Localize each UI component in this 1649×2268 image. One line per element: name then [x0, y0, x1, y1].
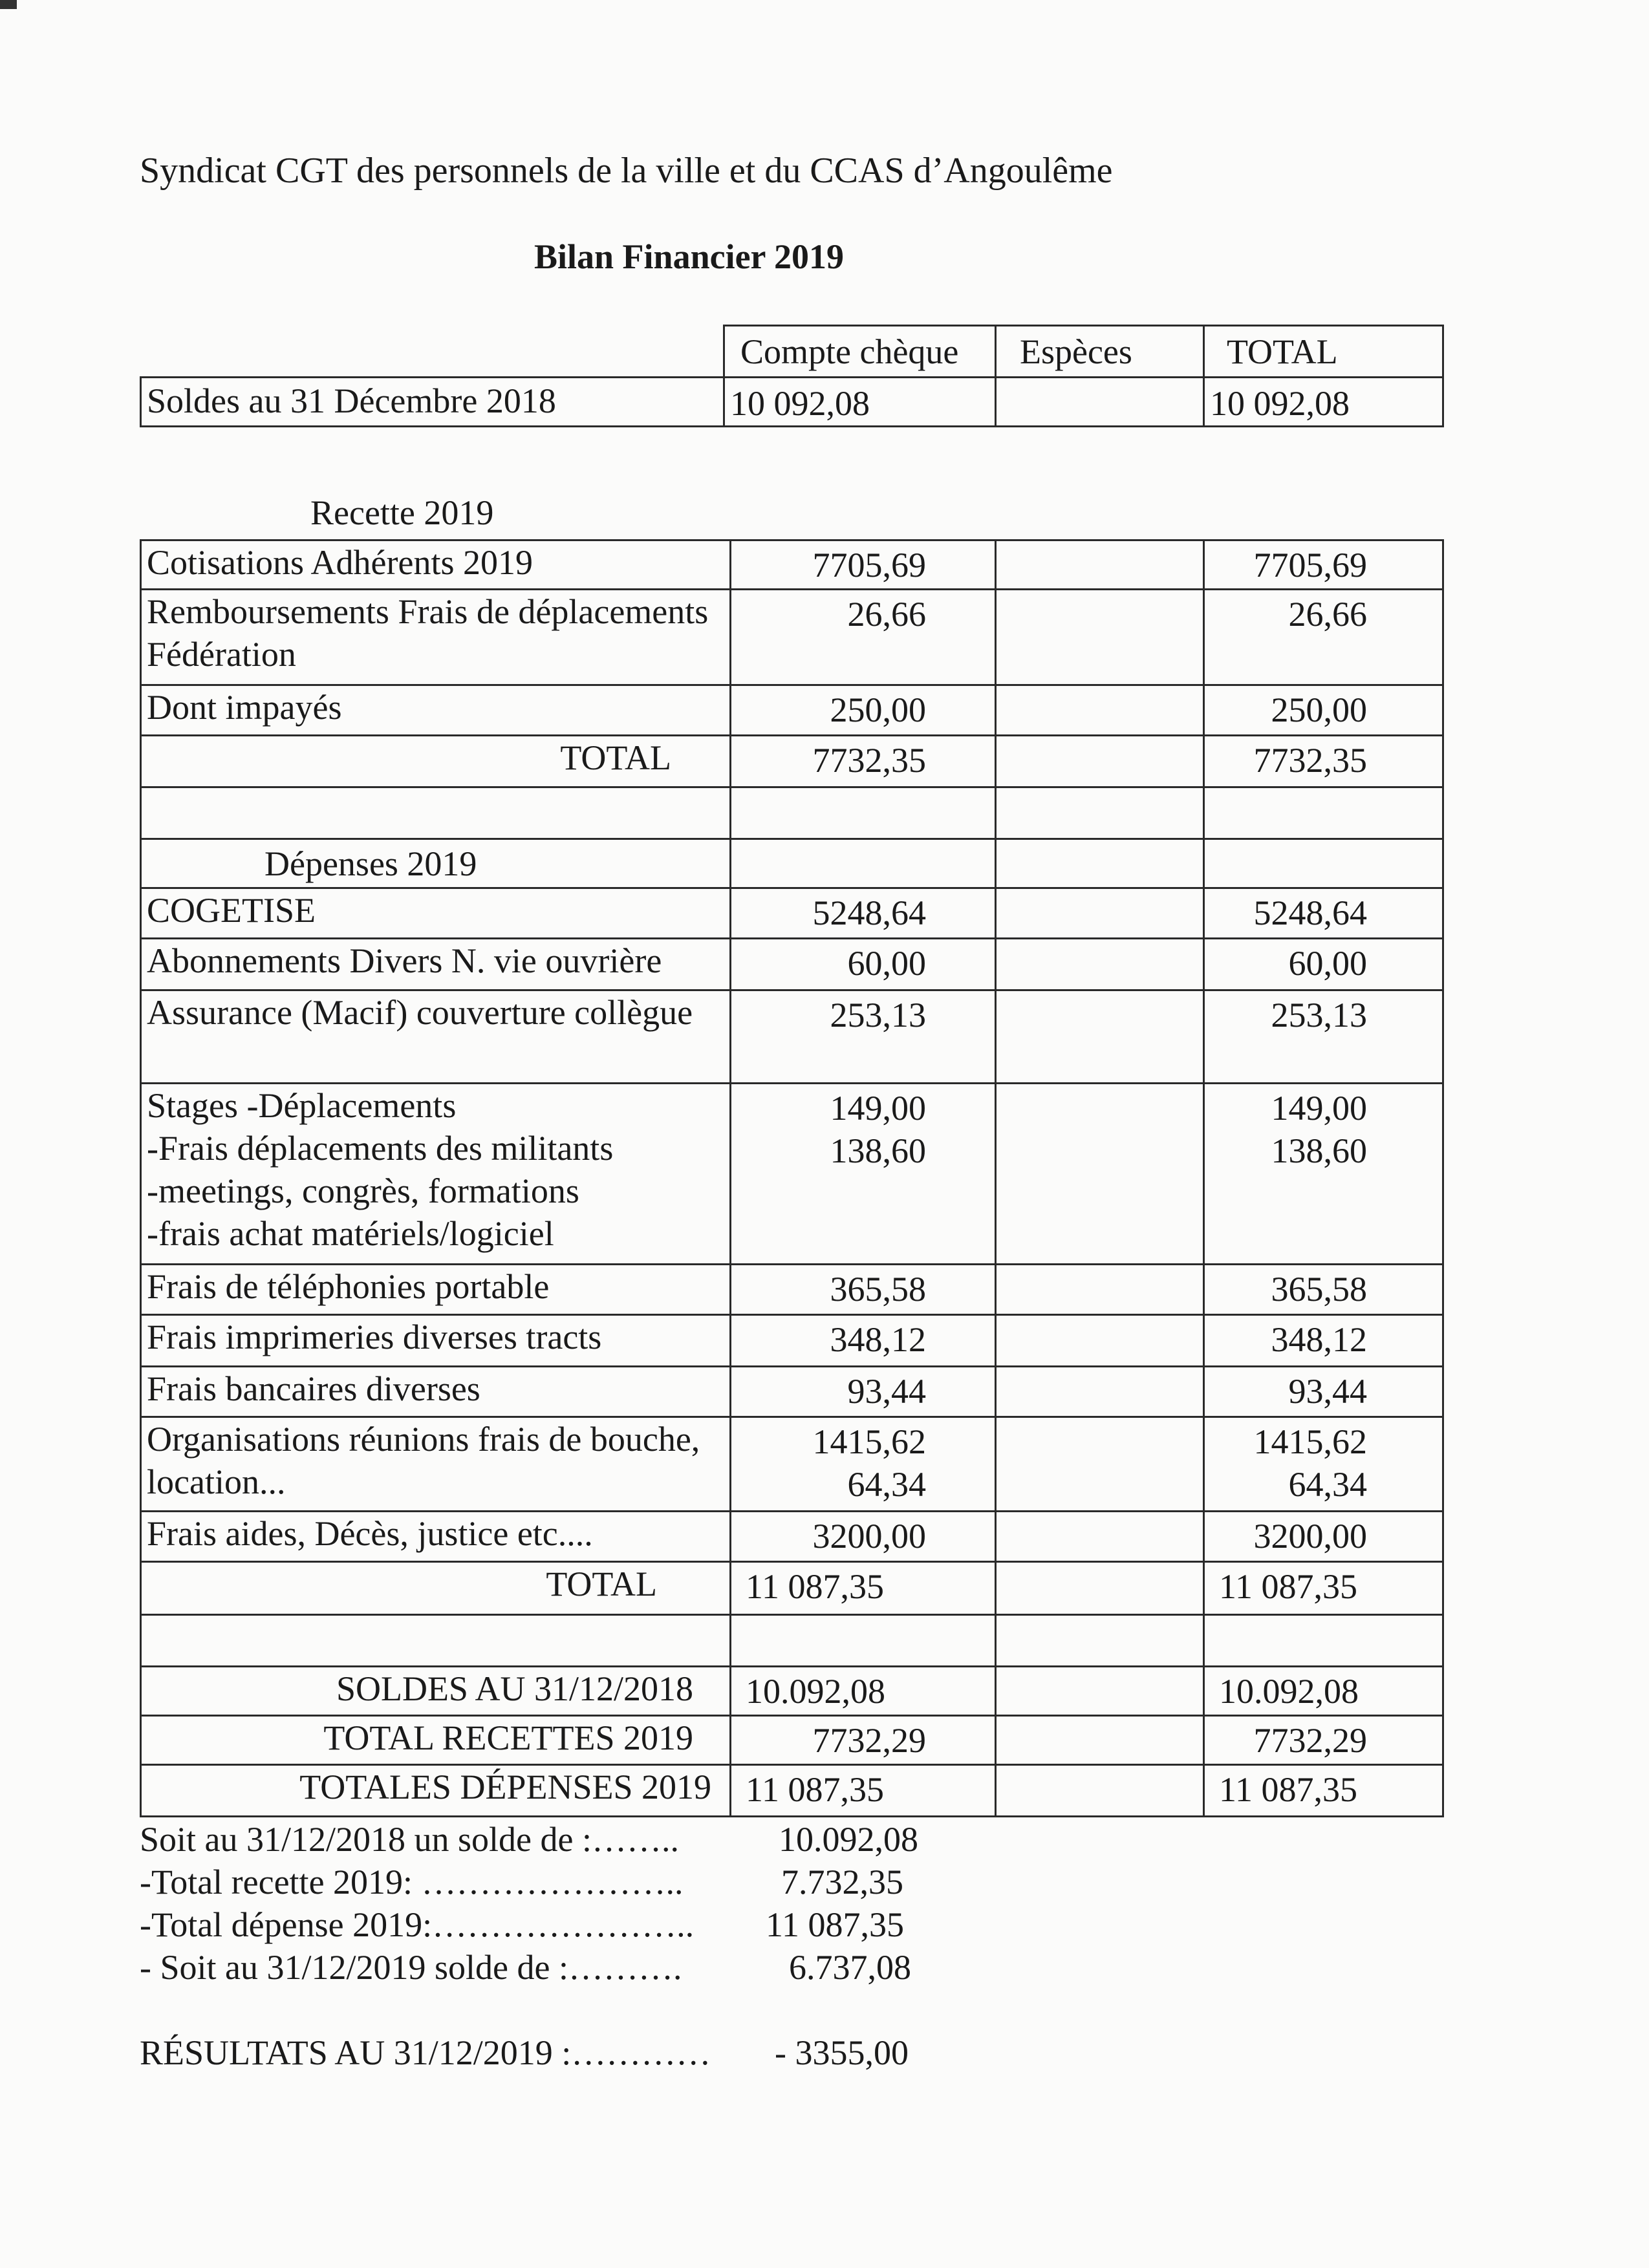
table-row: [141, 939, 1443, 990]
table-row: [141, 990, 1443, 1084]
summary-value: 10.092,08: [779, 1820, 918, 1859]
column-header-cheque: Compte chèque: [724, 326, 996, 378]
depense-especes: [996, 1315, 1204, 1367]
recette-cheque: 7705,69: [731, 540, 996, 590]
table-row: [141, 540, 1443, 590]
depense-label: Frais bancaires diverses: [141, 1367, 731, 1417]
depense-label: COGETISE: [141, 888, 731, 939]
depense-label: Abonnements Divers N. vie ouvrière: [141, 939, 731, 990]
table-row: [141, 736, 1443, 787]
document-title: Bilan Financier 2019: [534, 237, 845, 276]
depense-total: 93,44: [1204, 1367, 1443, 1417]
recap-cheque: 11 087,35: [731, 1765, 996, 1817]
depense-total: 348,12: [1204, 1315, 1443, 1367]
result-value: - 3355,00: [775, 2033, 909, 2072]
union-header: Syndicat CGT des personnels de la ville et du CCAS d’Angoulême: [140, 151, 1113, 191]
summary-block: [140, 1818, 980, 1993]
depense-especes: [996, 990, 1204, 1084]
depense-especes: [996, 1265, 1204, 1315]
depense-label: Organisations réunions frais de bouche, location...: [141, 1417, 731, 1512]
depense-cheque: 60,00: [731, 939, 996, 990]
depense-total: 3200,00: [1204, 1512, 1443, 1562]
recap-cheque: 10.092,08: [731, 1667, 996, 1716]
recette-total-total: 7732,35: [1204, 736, 1443, 787]
result-label: RÉSULTATS AU 31/12/2019 :…………: [140, 2033, 711, 2072]
opening-cheque: 10 092,08: [724, 378, 996, 427]
depense-total: 149,00 138,60: [1204, 1084, 1443, 1265]
recette-label: Cotisations Adhérents 2019: [141, 540, 731, 590]
result-line: [140, 2031, 980, 2077]
depense-label: Frais de téléphonies portable: [141, 1265, 731, 1315]
summary-label: -Total dépense 2019:…………………..: [140, 1905, 695, 1944]
depense-total: 253,13: [1204, 990, 1443, 1084]
depense-cheque: 93,44: [731, 1367, 996, 1417]
depense-label: Frais imprimeries diverses tracts: [141, 1315, 731, 1367]
recap-label: TOTAL RECETTES 2019: [141, 1716, 731, 1765]
table-row: [141, 888, 1443, 939]
recette-total-cheque: 7732,35: [731, 736, 996, 787]
depense-total: 1415,62 64,34: [1204, 1417, 1443, 1512]
budget-table: [140, 539, 1444, 1817]
depense-especes: [996, 1084, 1204, 1265]
depense-label: Stages -Déplacements -Frais déplacements des militants -meetings, congrès, formations -frais achat matériels/logiciel: [141, 1084, 731, 1265]
table-row: [141, 685, 1443, 736]
depense-total-cheque: 11 087,35: [731, 1562, 996, 1615]
recap-total: 10.092,08: [1204, 1667, 1443, 1716]
depense-total-especes: [996, 1562, 1204, 1615]
table-row: [141, 590, 1443, 685]
depense-cheque: 1415,62 64,34: [731, 1417, 996, 1512]
recap-total: 7732,29: [1204, 1716, 1443, 1765]
table-row: [141, 1367, 1443, 1417]
table-row: [141, 1084, 1443, 1265]
depense-heading: Dépenses 2019: [141, 839, 731, 888]
summary-label: - Soit au 31/12/2019 solde de :……….: [140, 1948, 682, 1987]
table-row: [141, 839, 1443, 888]
scan-corner-mark: [0, 0, 17, 9]
recette-total: 7705,69: [1204, 540, 1443, 590]
depense-total: 365,58: [1204, 1265, 1443, 1315]
recette-cheque: 250,00: [731, 685, 996, 736]
recap-total: 11 087,35: [1204, 1765, 1443, 1817]
depense-label: Frais aides, Décès, justice etc....: [141, 1512, 731, 1562]
depense-cheque: 5248,64: [731, 888, 996, 939]
depense-especes: [996, 1512, 1204, 1562]
depense-cheque: 149,00 138,60: [731, 1084, 996, 1265]
recap-especes: [996, 1765, 1204, 1817]
recap-label: TOTALES DÉPENSES 2019: [141, 1765, 731, 1817]
table-row: [141, 1716, 1443, 1765]
depense-especes: [996, 939, 1204, 990]
depense-total: 60,00: [1204, 939, 1443, 990]
recette-total-label: TOTAL: [141, 736, 731, 787]
depense-especes: [996, 888, 1204, 939]
recette-total: 26,66: [1204, 590, 1443, 685]
opening-especes: [996, 378, 1204, 427]
recette-total: 250,00: [1204, 685, 1443, 736]
summary-value: 6.737,08: [789, 1948, 911, 1987]
recette-especes: [996, 540, 1204, 590]
opening-label: Soldes au 31 Décembre 2018: [141, 378, 724, 427]
depense-cheque: 3200,00: [731, 1512, 996, 1562]
recette-heading: Recette 2019: [310, 493, 494, 532]
table-row: [141, 1765, 1443, 1817]
table-row: [141, 1667, 1443, 1716]
summary-label: -Total recette 2019: …………………..: [140, 1863, 684, 1901]
summary-value: 11 087,35: [766, 1905, 904, 1944]
depense-cheque: 348,12: [731, 1315, 996, 1367]
empty-cell: [141, 326, 724, 378]
spacer-row: [141, 1615, 1443, 1667]
depense-label: Assurance (Macif) couverture collègue: [141, 990, 731, 1084]
depense-especes: [996, 1417, 1204, 1512]
recette-especes: [996, 590, 1204, 685]
recette-cheque: 26,66: [731, 590, 996, 685]
column-header-especes: Espèces: [996, 326, 1204, 378]
recette-label: Dont impayés: [141, 685, 731, 736]
depense-especes: [996, 1367, 1204, 1417]
table-row: [141, 1512, 1443, 1562]
depense-total-total: 11 087,35: [1204, 1562, 1443, 1615]
recette-total-especes: [996, 736, 1204, 787]
recette-especes: [996, 685, 1204, 736]
depense-total-label: TOTAL: [141, 1562, 731, 1615]
column-header-total: TOTAL: [1204, 326, 1443, 378]
depense-total: 5248,64: [1204, 888, 1443, 939]
recap-label: SOLDES AU 31/12/2018: [141, 1667, 731, 1716]
recap-cheque: 7732,29: [731, 1716, 996, 1765]
depense-cheque: 253,13: [731, 990, 996, 1084]
summary-label: Soit au 31/12/2018 un solde de :……..: [140, 1820, 679, 1859]
opening-balance-table: [140, 325, 1444, 427]
spacer-row: [141, 787, 1443, 839]
recap-especes: [996, 1667, 1204, 1716]
table-row: [141, 1562, 1443, 1615]
opening-total: 10 092,08: [1204, 378, 1443, 427]
table-row: [141, 1417, 1443, 1512]
depense-cheque: 365,58: [731, 1265, 996, 1315]
summary-value: 7.732,35: [781, 1863, 903, 1901]
table-row: [141, 1315, 1443, 1367]
recap-especes: [996, 1716, 1204, 1765]
table-row: [141, 1265, 1443, 1315]
recette-label: Remboursements Frais de déplacements Fédération: [141, 590, 731, 685]
